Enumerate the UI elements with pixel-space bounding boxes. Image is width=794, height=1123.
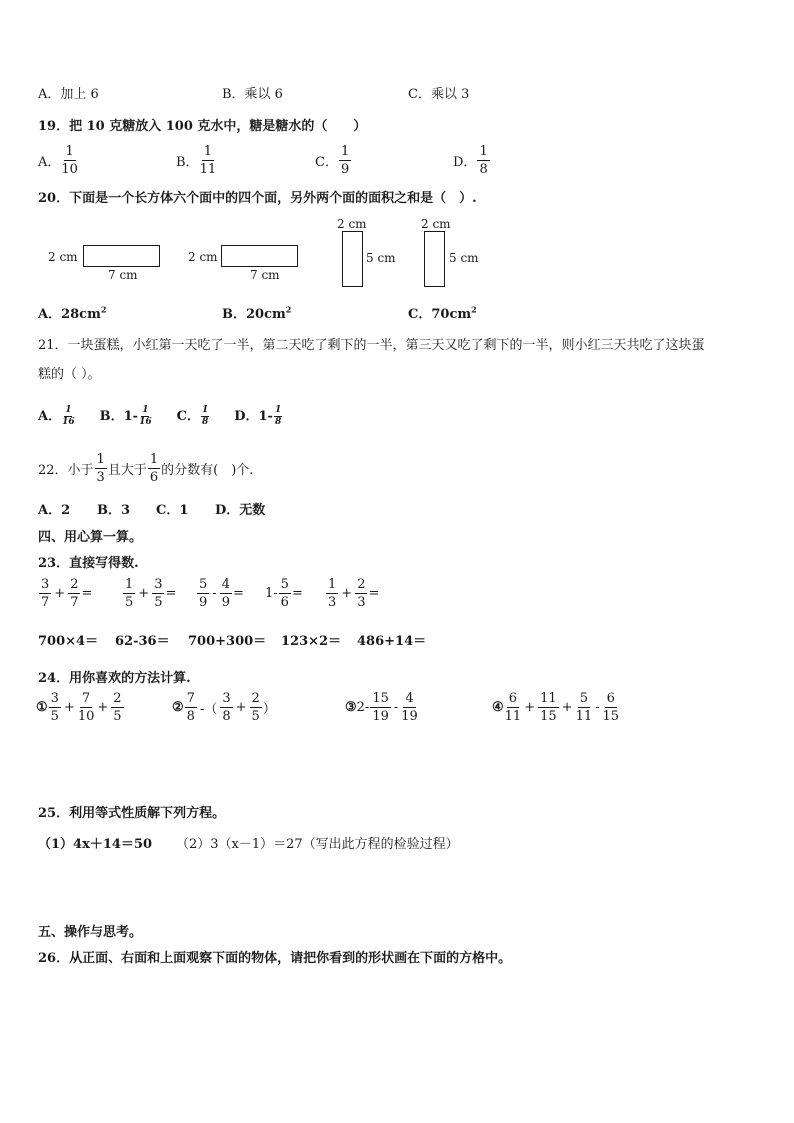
q22-option-c: C．1 (156, 503, 189, 518)
fig3-rectangle (342, 231, 363, 287)
q22-option-a: A．2 (38, 503, 71, 518)
fig4-rectangle (424, 231, 445, 287)
q25-equation-2: （2）3（x－1）＝27（写出此方程的检验过程） (176, 837, 459, 852)
fig1-rectangle (83, 245, 160, 267)
section4-heading: 四、用心算一算。 (38, 530, 143, 545)
q25-equation-1: （1）4x＋14＝50 (38, 837, 153, 852)
q23-calc-1: 700×4＝ (38, 634, 99, 649)
q18-option-a: A．加上 6 (38, 87, 99, 102)
fig2-side-label: 2 cm (188, 250, 218, 264)
q21-stem-line1: 21．一块蛋糕，小红第一天吃了一半，第二天吃了剩下的一半，第三天又吃了剩下的一半，则小红三天共吃了这块蛋 (38, 338, 705, 353)
q24-stem: 24．用你喜欢的方法计算. (38, 671, 191, 686)
q21-option-b: B．1- $\frac{1}{16}$ (99, 405, 152, 427)
q20-option-c: C．$70cm^2$ (408, 304, 477, 322)
q21-stem-line2: 糕的（ ）。 (38, 367, 101, 382)
q22-option-d: D．无数 (215, 503, 266, 518)
q23-calc-4: 123×2＝ (281, 634, 342, 649)
q19-option-a: A． $\frac{1}{10}$ (38, 144, 78, 177)
q24-expr-3: ③ 2- $\frac{15}{19}$ - $\frac{4}{19}$ (345, 691, 418, 724)
q23-calc-3: 700+300＝ (188, 634, 267, 649)
fig1-side-label: 2 cm (48, 250, 78, 264)
q20-stem: 20．下面是一个长方体六个面中的四个面，另外两个面的面积之和是（ ）. (38, 191, 477, 206)
q24-expr-4: ④ $\frac{6}{11}$ + $\frac{11}{15}$ + $\frac{5}{11}$ - $\frac{6}{15}$ (492, 691, 620, 724)
q25-stem: 25．利用等式性质解下列方程。 (38, 806, 226, 821)
q21-option-a: A． $\frac{1}{16}$ (38, 405, 75, 427)
q19-option-d: D． $\frac{1}{8}$ (453, 144, 488, 177)
q26-stem: 26．从正面、右面和上面观察下面的物体，请把你看到的形状画在下面的方格中。 (38, 951, 512, 966)
section5-heading: 五、操作与思考。 (38, 925, 143, 940)
q19-option-c: C． $\frac{1}{9}$ (315, 144, 350, 177)
q20-option-a: A．$28cm^2$ (38, 304, 107, 322)
q19-option-b: B． $\frac{1}{11}$ (176, 144, 217, 177)
q23-stem: 23．直接写得数. (38, 556, 139, 571)
q23-expr-2: $\frac{1}{5}$ + $\frac{3}{5}$ = (125, 577, 177, 610)
q23-calc-5: 486+14＝ (357, 634, 427, 649)
q23-expr-3: $\frac{5}{9}$ - $\frac{4}{9}$ = (199, 577, 244, 610)
q23-expr-4: 1- $\frac{5}{6}$ = (265, 577, 303, 610)
q23-expr-1: $\frac{3}{7}$ + $\frac{2}{7}$ = (41, 577, 93, 610)
fig3-side-label: 5 cm (366, 251, 396, 265)
fig2-rectangle (221, 245, 298, 267)
q18-option-c: C．乘以 3 (408, 87, 470, 102)
q24-expr-1: ① $\frac{3}{5}$ + $\frac{7}{10}$ + $\frac{2}{5}$ (36, 691, 122, 724)
fig1-bottom-label: 7 cm (108, 268, 138, 282)
q21-option-c: C． $\frac{1}{8}$ (176, 405, 209, 427)
q21-option-d: D．1- $\frac{1}{8}$ (234, 405, 282, 427)
q22-stem: 22．小于 $\frac{1}{3}$ 且大于 $\frac{1}{6}$ 的分数有( )个. (38, 452, 254, 485)
q19-stem: 19．把 10 克糖放入 100 克水中，糖是糖水的（ ） (38, 119, 367, 134)
q21-options (38, 405, 283, 427)
fig4-top-label: 2 cm (421, 217, 451, 231)
q18-option-b: B．乘以 6 (222, 87, 283, 102)
fig2-bottom-label: 7 cm (250, 268, 280, 282)
q24-expr-2: ② $\frac{7}{8}$ -（ $\frac{3}{8}$ + $\frac{2}{5}$ ） (172, 691, 276, 724)
q23-calc-2: 62-36＝ (115, 634, 170, 649)
fig4-side-label: 5 cm (449, 251, 479, 265)
q23-expr-5: $\frac{1}{3}$ + $\frac{2}{3}$ = (328, 577, 380, 610)
q20-option-b: B．$20cm^2$ (222, 304, 292, 322)
q22-option-b: B．3 (97, 503, 131, 518)
fig3-top-label: 2 cm (337, 217, 367, 231)
